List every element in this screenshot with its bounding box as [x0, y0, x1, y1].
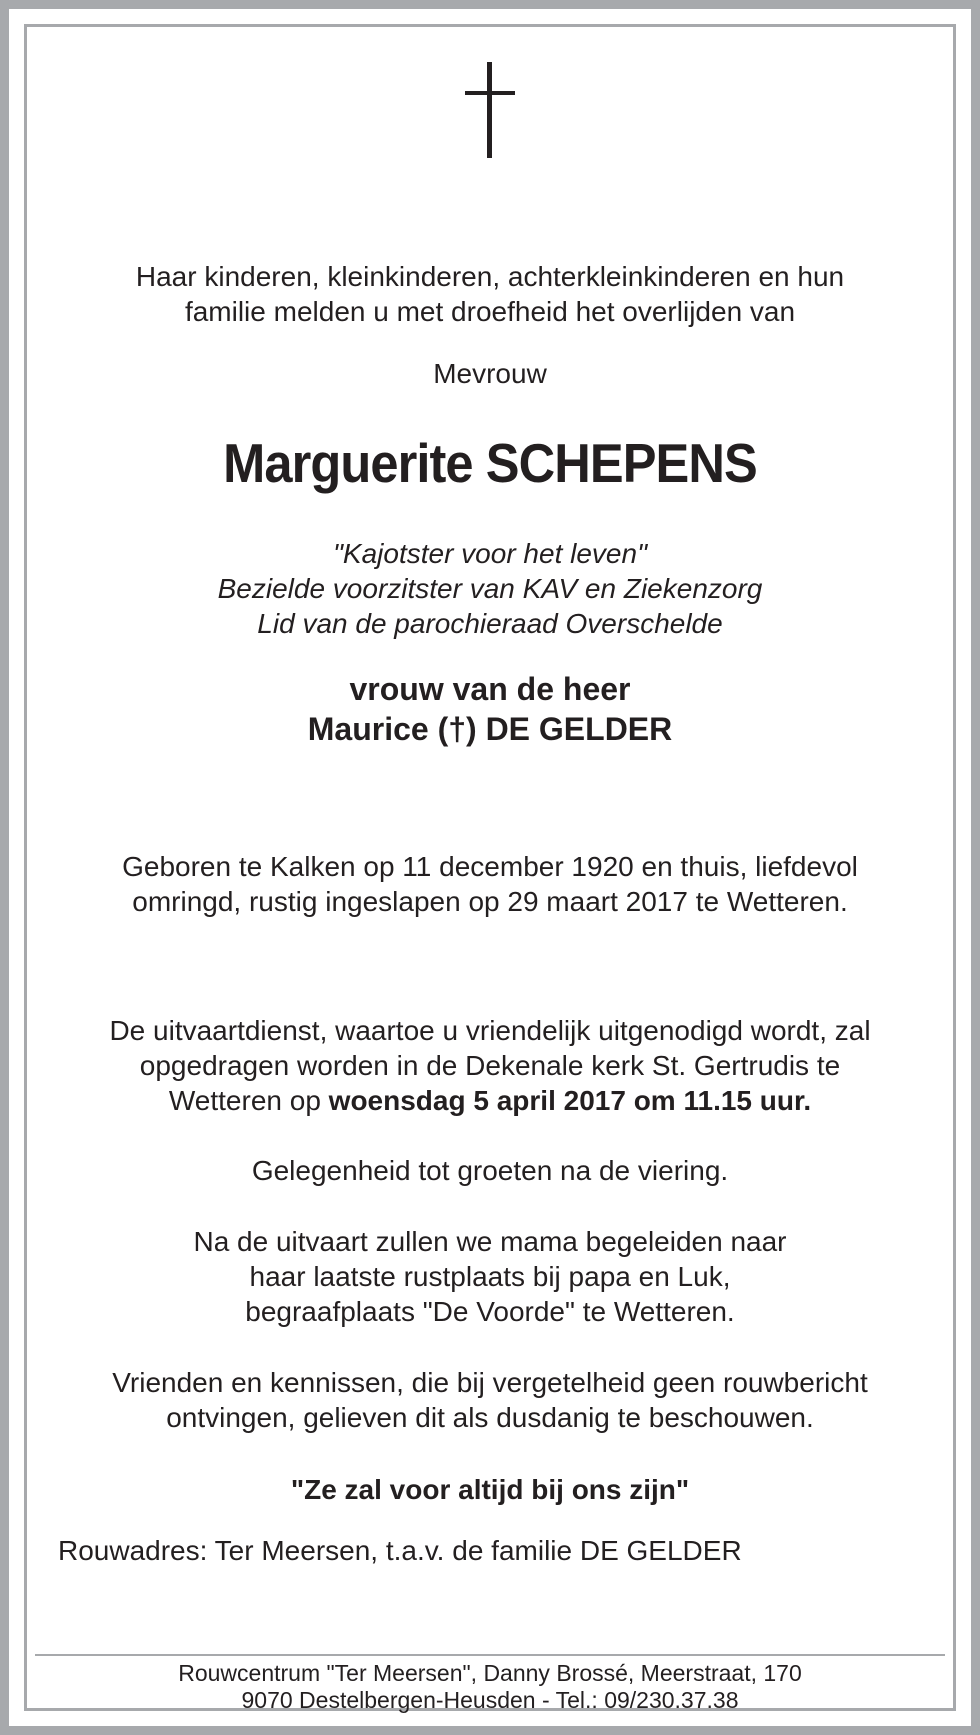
service-date: woensdag 5 april 2017 om 11.15 uur.	[328, 1085, 812, 1116]
deceased-name: Marguerite SCHEPENS	[223, 432, 757, 494]
friends-text: Vrienden en kennissen, die bij vergetelheid geen rouwbericht ontvingen, gelieven dit als dusdanig te beschouwen.	[112, 1367, 868, 1433]
roles-text: "Kajotster voor het leven" Bezielde voorzitster van KAV en Ziekenzorg Lid van de parochieraad Overschelde	[217, 538, 763, 639]
greeting-text: Gelegenheid tot groeten na de viering.	[251, 1155, 729, 1186]
burial-text: Na de uitvaart zullen we mama begeleiden naar haar laatste rustplaats bij papa en Luk, begraafplaats "De Voorde" te Wetteren.	[193, 1226, 787, 1327]
birth-death-text: Geboren te Kalken op 11 december 1920 en thuis, liefdevol omringd, rustig ingeslapen op 29 maart 2017 te Wetteren.	[122, 851, 858, 917]
spouse-text: vrouw van de heer Maurice (†) DE GELDER	[307, 671, 673, 747]
footer-divider	[35, 1654, 945, 1656]
intro-text: Haar kinderen, kleinkinderen, achterkleinkinderen en hun familie melden u met droefheid het overlijden van	[135, 261, 845, 327]
mourning-address: Rouwadres: Ter Meersen, t.a.v. de familie DE GELDER	[58, 1535, 742, 1566]
service-text: De uitvaartdienst, waartoe u vriendelijk uitgenodigd wordt, zal opgedragen worden in de Dekenale kerk St. Gertrudis te Wetteren op woensdag 5 april 2017 om 11.15 uur.	[109, 1015, 871, 1116]
footer-text: Rouwcentrum "Ter Meersen", Danny Brossé, Meerstraat, 170 9070 Destelbergen-Heusden - Tel.: 09/230.37.38	[178, 1660, 802, 1713]
closing-quote: "Ze zal voor altijd bij ons zijn"	[290, 1474, 690, 1505]
cross-icon	[465, 62, 515, 158]
salutation: Mevrouw	[433, 358, 547, 389]
